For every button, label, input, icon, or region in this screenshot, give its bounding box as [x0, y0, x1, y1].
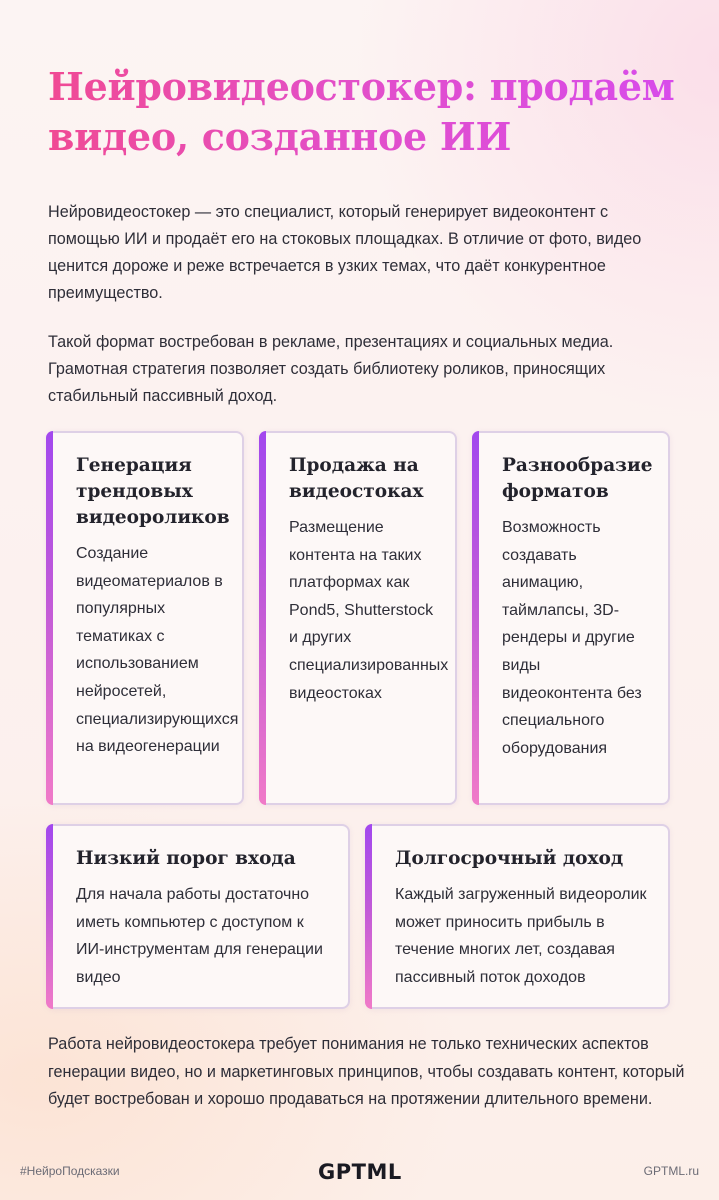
card-text: Возможность создавать анимацию, таймлапсы, 3D-рендеры и другие виды видеоконтента без специального оборудования	[502, 519, 642, 757]
card-title: Генерация трендовых видеороликов	[76, 455, 230, 528]
card-text: Создание видеоматериалов в популярных тематиках с использованием нейросетей, специализирующихся на видеогенерации	[76, 545, 239, 756]
card-title: Долгосрочный доход	[395, 848, 624, 869]
intro-paragraph-2: Такой формат востребован в рекламе, презентациях и социальных медиа. Грамотная стратегия позволяет создать библиотеку роликов, приносящих стабильный пассивный доход.	[48, 333, 614, 405]
card-long-term-income	[365, 824, 670, 1009]
card-video-stock-sales	[259, 431, 457, 805]
hashtag-label: #НейроПодсказки	[20, 1164, 120, 1178]
gptml-logo	[318, 1158, 402, 1184]
card-text: Для начала работы достаточно иметь компьютер с доступом к ИИ-инструментам для генерации видео	[76, 886, 323, 986]
intro-paragraph-1: Нейровидеостокер — это специалист, который генерирует видеоконтент с помощью ИИ и продаёт его на стоковых площадках. В отличие от фото, видео ценится дороже и реже встречается в узких темах, что даёт конкурентное преимущество.	[48, 203, 642, 302]
card-text: Размещение контента на таких платформах как Pond5, Shutterstock и других специализированных видеостоках	[289, 519, 449, 702]
card-format-variety	[472, 431, 670, 805]
card-title: Разнообразие форматов	[502, 455, 653, 502]
site-link[interactable]: GPTML.ru	[643, 1164, 699, 1178]
card-title: Низкий порог входа	[76, 848, 296, 869]
card-title: Продажа на видеостоках	[289, 455, 424, 502]
logo-text: GPTML	[318, 1160, 402, 1184]
page-title: Нейровидеостокер: продаём видео, созданное ИИ	[48, 62, 688, 162]
card-trend-generation	[46, 431, 244, 805]
outro-paragraph: Работа нейровидеостокера требует понимания не только технических аспектов генерации видео, но и маркетинговых принципов, чтобы создавать контент, который будет востребован и хорошо продаваться на протяжении длительного времени.	[48, 1035, 685, 1108]
card-low-entry-barrier	[46, 824, 350, 1009]
card-text: Каждый загруженный видеоролик может приносить прибыль в течение многих лет, создавая пассивный поток доходов	[395, 886, 647, 986]
